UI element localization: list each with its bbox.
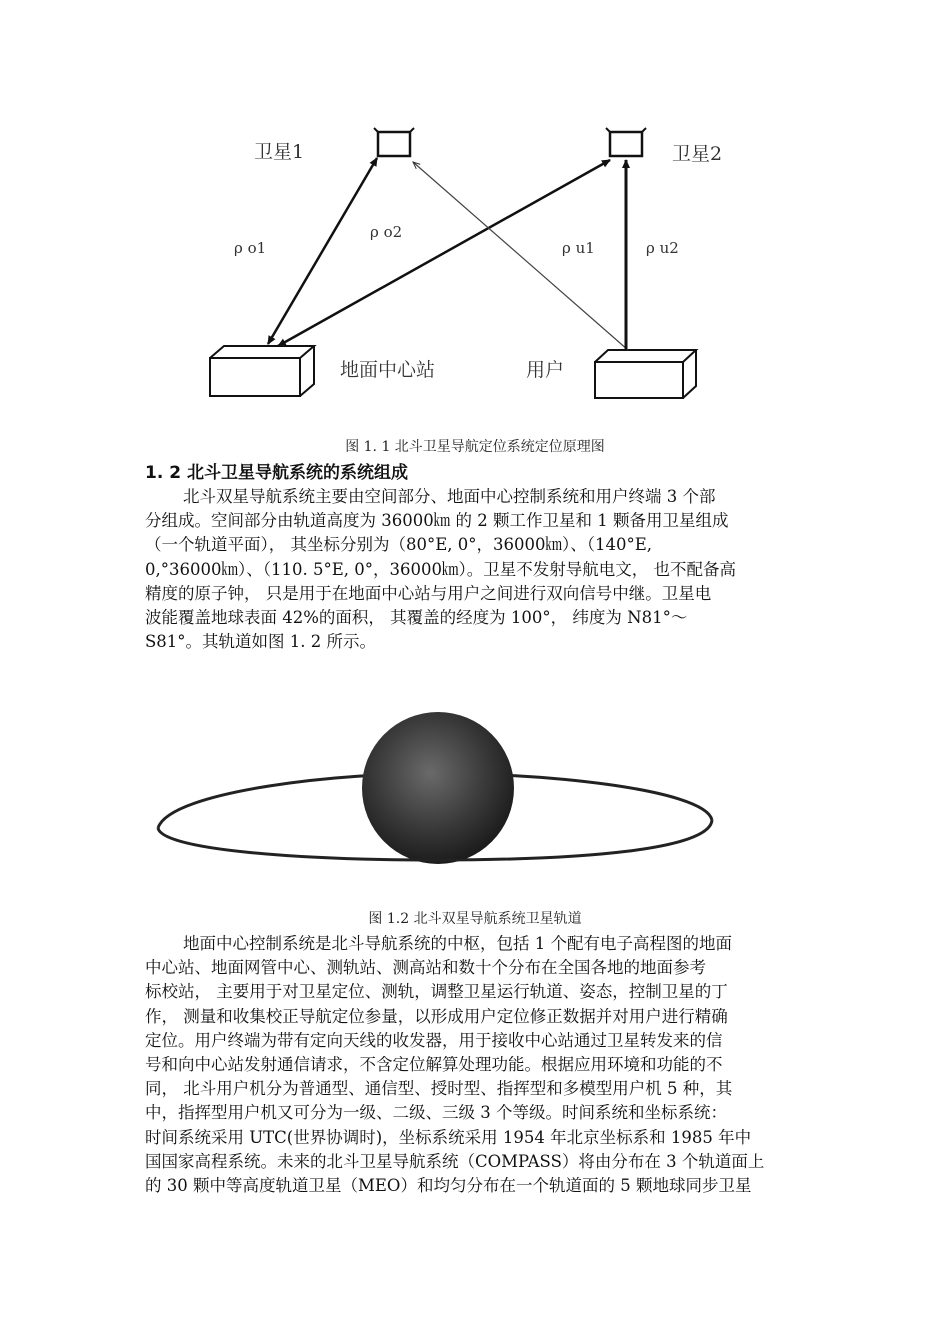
earth-globe	[362, 712, 514, 864]
rho-o2-label: ρ o2	[370, 223, 403, 241]
section-heading: 1. 2 北斗卫星导航系统的系统组成	[145, 463, 408, 483]
text-line: 分组成。空间部分由轨道高度为 36000㎞ 的 2 颗工作卫星和 1 颗备用卫星组成	[145, 511, 729, 531]
paragraph-system-composition	[145, 485, 807, 654]
rho-o1-label: ρ o1	[234, 239, 267, 257]
text-line: （一个轨道平面）， 其坐标分别为（80°E, 0°，36000㎞）、（140°E,	[145, 535, 653, 555]
text-line: 中心站、地面网管中心、测轨站、测高站和数十个分布在全国各地的地面参考	[145, 958, 706, 978]
rho-u1-label: ρ u1	[562, 239, 595, 257]
text-line: 标校站， 主要用于对卫星定位、测轨，调整卫星运行轨道、姿态，控制卫星的丁	[145, 982, 728, 1002]
ground-station-label: 地面中心站	[340, 359, 436, 381]
text-line: 波能覆盖地球表面 42%的面积， 其覆盖的经度为 100°， 纬度为 N81°～	[145, 608, 688, 628]
figure-orbit	[150, 710, 720, 895]
text-line: S81°。其轨道如图 1. 2 所示。	[145, 632, 377, 652]
text-line: 北斗双星导航系统主要由空间部分、地面中心控制系统和用户终端 3 个部	[183, 487, 716, 506]
figure-1-caption: 图 1. 1 北斗卫星导航定位系统定位原理图	[345, 439, 605, 455]
text-line: 的 30 颗中等高度轨道卫星（MEO）和均匀分布在一个轨道面的 5 颗地球同步卫星	[145, 1176, 752, 1196]
satellite-2-icon	[606, 128, 646, 156]
paragraph-ground-control	[145, 932, 807, 1198]
rho-u2-label: ρ u2	[646, 239, 679, 257]
satellite-1-label: 卫星1	[254, 141, 305, 163]
text-line: 作， 测量和收集校正导航定位参量，以形成用户定位修正数据并对用户进行精确	[145, 1006, 728, 1026]
text-line: 同， 北斗用户机分为普通型、通信型、授时型、指挥型和多模型用户机 5 种，其	[145, 1079, 733, 1099]
figure-2-caption: 图 1.2 北斗双星导航系统卫星轨道	[368, 911, 582, 927]
text-line: 定位。用户终端为带有定向天线的收发器，用于接收中心站通过卫星转发来的信	[145, 1030, 723, 1050]
ground-station-box	[210, 346, 314, 396]
text-line: 中，指挥型用户机又可分为一级、二级、三级 3 个等级。时间系统和坐标系统：	[145, 1103, 727, 1123]
text-line: 时间系统采用 UTC(世界协调时)，坐标系统采用 1954 年北京坐标系和 1985 年中	[145, 1127, 752, 1147]
satellite-2-label: 卫星2	[672, 143, 723, 165]
text-line: 国国家高程系统。未来的北斗卫星导航系统（COMPASS）将由分布在 3 个轨道面上	[145, 1151, 765, 1171]
text-line: 号和向中心站发射通信请求，不含定位解算处理功能。根据应用环境和功能的不	[145, 1055, 723, 1075]
user-terminal-box	[595, 350, 696, 398]
text-line: 0,°36000㎞）、（110. 5°E, 0°，36000㎞）。卫星不发射导航电文， 也不配备高	[145, 559, 736, 579]
arrow-rho-o1	[268, 158, 377, 344]
arrow-rho-o2	[278, 160, 610, 346]
arrow-rho-u1	[413, 162, 628, 350]
text-line: 精度的原子钟， 只是用于在地面中心站与用户之间进行双向信号中继。卫星电	[145, 583, 712, 603]
text-line: 地面中心控制系统是北斗导航系统的中枢，包括 1 个配有电子高程图的地面	[183, 934, 732, 953]
figure-positioning-principle	[190, 100, 750, 420]
user-label: 用户	[526, 359, 565, 381]
satellite-1-icon	[374, 128, 414, 156]
